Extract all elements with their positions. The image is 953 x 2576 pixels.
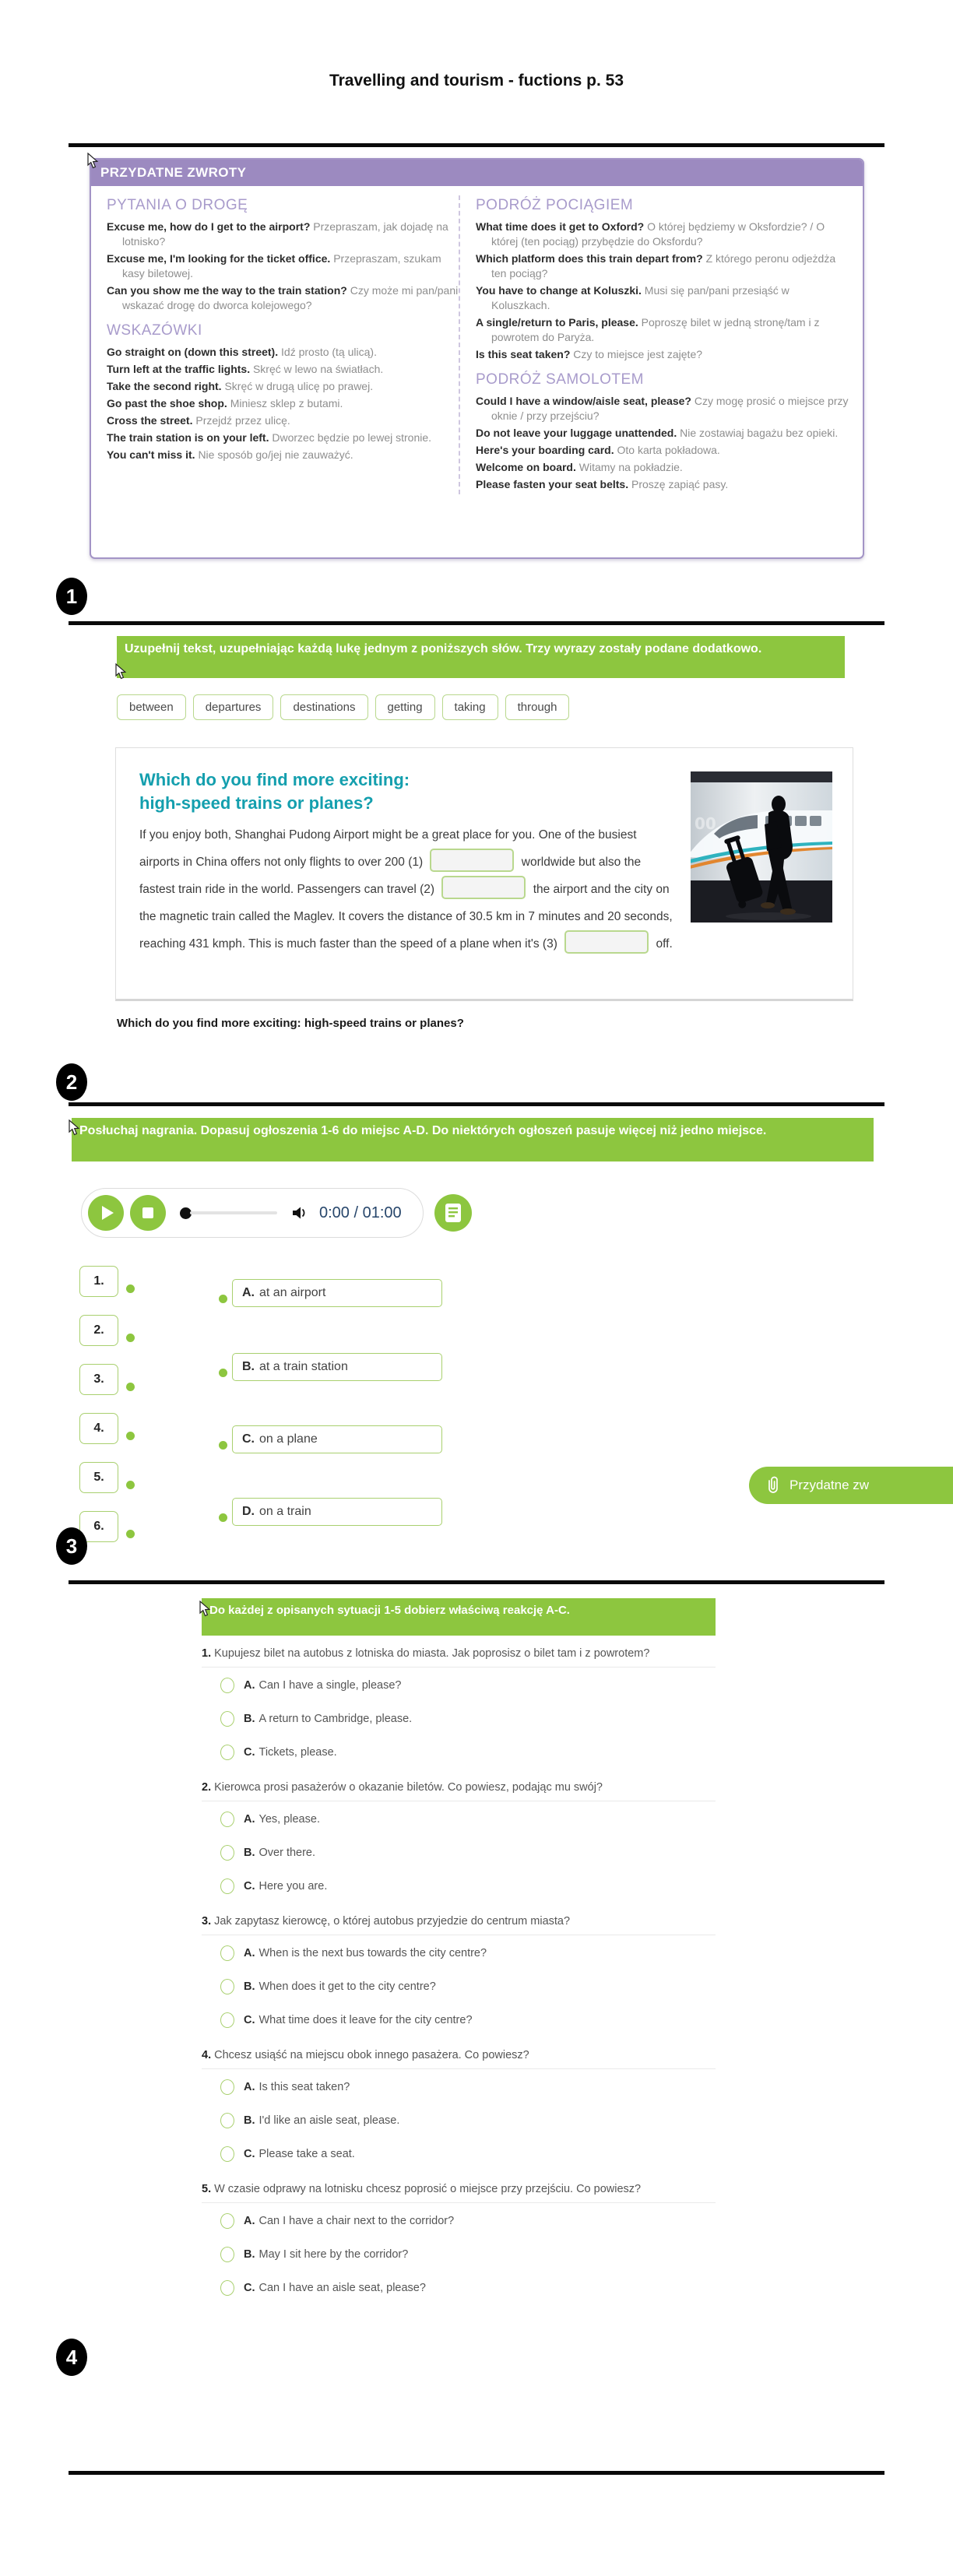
question-divider: [202, 2202, 716, 2203]
quiz: [202, 1635, 716, 2304]
mouse-cursor-icon: [199, 1601, 211, 1617]
option-dot-c[interactable]: [219, 1441, 227, 1450]
phrasebox-header: PRZYDATNE ZWROTY: [91, 160, 863, 186]
word-chip-through[interactable]: through: [505, 694, 570, 720]
answer-option[interactable]: A. When is the next bus towards the city centre?: [202, 1936, 716, 1970]
answer-option[interactable]: C. Tickets, please.: [202, 1735, 716, 1769]
match-dot-3[interactable]: [126, 1383, 135, 1391]
match-number-1[interactable]: 1.: [79, 1266, 118, 1297]
answer-option[interactable]: B. I'd like an aisle seat, please.: [202, 2103, 716, 2137]
question-text: 5. W czasie odprawy na lotnisku chcesz poprosić o miejsce przy przejściu. Co powiesz?: [202, 2183, 642, 2195]
answer-option[interactable]: A. Yes, please.: [202, 1802, 716, 1836]
document-icon: [445, 1203, 462, 1223]
gap-3-input[interactable]: [564, 930, 649, 954]
phrase: Cross the street. Przejdź przez ulicę.: [107, 414, 290, 427]
match-number-3[interactable]: 3.: [79, 1364, 118, 1395]
seek-track[interactable]: [190, 1211, 277, 1214]
maglev-photo: [691, 771, 832, 923]
phrase: Could I have a window/aisle seat, please? Czy mogę prosić o miejsce przy oknie / przy przejściu?: [476, 395, 849, 422]
exercise-2-instruction: Uzupełnij tekst, uzupełniając każdą lukę jednym z poniższych słów. Trzy wyrazy zostały podane dodatkowo.: [125, 642, 762, 655]
phrase: Excuse me, how do I get to the airport? Przepraszam, jak dojadę na lotnisko?: [107, 220, 448, 248]
radio-button[interactable]: [220, 2113, 234, 2128]
reading-box: [115, 747, 853, 1001]
phrase: Please fasten your seat belts. Proszę zapiąć pasy.: [476, 478, 729, 490]
match-number-4[interactable]: 4.: [79, 1413, 118, 1444]
time-display: 0:00 / 01:00: [319, 1204, 402, 1221]
radio-button[interactable]: [220, 2280, 234, 2296]
phrase: Is this seat taken? Czy to miejsce jest zajęte?: [476, 348, 703, 360]
radio-button[interactable]: [220, 1945, 234, 1961]
exercise-2-instruction-banner: [117, 636, 845, 678]
match-number-5[interactable]: 5.: [79, 1462, 118, 1493]
gap-1-input[interactable]: [430, 849, 514, 872]
match-dot-5[interactable]: [126, 1481, 135, 1489]
radio-button[interactable]: [220, 1678, 234, 1693]
attachment-label: Przydatne zw: [789, 1478, 870, 1492]
phrase: The train station is on your left. Dworzec będzie po lewej stronie.: [107, 431, 432, 444]
reading-text: If you enjoy both, Shanghai Pudong Airport might be a great place for you. One of the busiest airports in China offers not only flights to over 200 (1) worldwide but also the fastest train ride in the world. Passengers can travel (2) the airport and the city on the magnetic train called the Maglev. It covers the distance of 30.5 km in 7 minutes and 20 seconds, reaching 431 kmph. This is much faster than the speed of a plane when it's (3) off.: [139, 821, 834, 958]
radio-button[interactable]: [220, 1812, 234, 1827]
mouse-cursor-icon: [115, 663, 127, 680]
answer-option[interactable]: B. When does it get to the city centre?: [202, 1970, 716, 2003]
section-divider: [69, 621, 884, 625]
answer-option[interactable]: B. Over there.: [202, 1836, 716, 1869]
word-bank: [117, 694, 576, 720]
match-number-2[interactable]: 2.: [79, 1315, 118, 1346]
match-option-a[interactable]: A. at an airport: [232, 1279, 442, 1307]
discussion-question: Which do you find more exciting: high-speed trains or planes?: [117, 1017, 464, 1030]
question-text: 1. Kupujesz bilet na autobus z lotniska do miasta. Jak poprosisz o bilet tam i z powrotem?: [202, 1647, 650, 1660]
phrase: Turn left at the traffic lights. Skręć w lewo na światłach.: [107, 363, 384, 375]
match-option-b[interactable]: B. at a train station: [232, 1353, 442, 1381]
question-1: [202, 1646, 716, 1769]
question-2: [202, 1780, 716, 1903]
word-chip-departures[interactable]: departures: [193, 694, 274, 720]
exercise-1-badge: 1: [56, 578, 87, 615]
phrasebox-right-column: [459, 195, 849, 494]
mouse-cursor-icon: [69, 1119, 80, 1136]
stop-button[interactable]: [130, 1195, 166, 1231]
match-number-6[interactable]: 6.: [79, 1511, 118, 1542]
word-chip-between[interactable]: between: [117, 694, 186, 720]
question-text: 4. Chcesz usiąść na miejscu obok innego pasażera. Co powiesz?: [202, 2049, 529, 2061]
phrase: Do not leave your luggage unattended. Nie zostawiaj bagażu bez opieki.: [476, 427, 839, 439]
answer-option[interactable]: B. May I sit here by the corridor?: [202, 2237, 716, 2271]
exercise-4-instruction: Do każdej z opisanych sytuacji 1-5 dobierz właściwą reakcję A-C.: [209, 1604, 570, 1617]
option-dot-a[interactable]: [219, 1295, 227, 1303]
phrase: Go past the shoe shop. Miniesz sklep z butami.: [107, 397, 343, 409]
exercise-4-badge: 4: [56, 2339, 87, 2376]
gap-2-input[interactable]: [441, 876, 526, 899]
phrasebox-left-column: [107, 195, 459, 494]
answer-option[interactable]: C. Can I have an aisle seat, please?: [202, 2271, 716, 2304]
stop-icon: [142, 1207, 153, 1218]
audio-player: [81, 1188, 424, 1238]
phrase: You have to change at Koluszki. Musi się pan/pani przesiąść w Koluszkach.: [476, 284, 789, 311]
phrase: Can you show me the way to the train station? Czy może mi pan/pani wskazać drogę do dworca kolejowego?: [107, 284, 459, 311]
question-text: 3. Jak zapytasz kierowcę, o której autobus przyjedzie do centrum miasta?: [202, 1915, 571, 1928]
phrase: Here's your boarding card. Oto karta pokładowa.: [476, 444, 720, 456]
question-text: 2. Kierowca prosi pasażerów o okazanie biletów. Co powiesz, podając mu swój?: [202, 1781, 603, 1794]
phrase: You can't miss it. Nie sposób go/jej nie zauważyć.: [107, 448, 353, 461]
phrase: Excuse me, I'm looking for the ticket office. Przepraszam, szukam kasy biletowej.: [107, 252, 441, 279]
question-5: [202, 2181, 716, 2304]
paperclip-icon: [766, 1475, 780, 1495]
volume-icon[interactable]: [291, 1205, 308, 1221]
match-dot-6[interactable]: [126, 1530, 135, 1538]
option-dot-d[interactable]: [219, 1513, 227, 1522]
play-icon: [102, 1206, 114, 1220]
reading-title: Which do you find more exciting: high-speed trains or planes?: [139, 770, 410, 813]
attachment-button[interactable]: [749, 1467, 953, 1504]
phrase: Which platform does this train depart from? Z którego peronu odjeżdża ten pociąg?: [476, 252, 836, 279]
question-3: [202, 1914, 716, 2037]
radio-button[interactable]: [220, 1979, 234, 1994]
radio-button[interactable]: [220, 2146, 234, 2162]
section-divider: [69, 2471, 884, 2475]
phrase: Go straight on (down this street). Idź prosto (tą ulicą).: [107, 346, 377, 358]
page-title: Travelling and tourism - fuctions p. 53: [329, 72, 624, 90]
section-divider: [69, 1580, 884, 1584]
answer-option[interactable]: C. Please take a seat.: [202, 2137, 716, 2170]
word-chip-destinations[interactable]: destinations: [280, 694, 367, 720]
phrase: What time does it get to Oxford? O której będziemy w Oksfordzie? / O której (ten pociąg) przybędzie do Oksfordu?: [476, 220, 825, 248]
radio-button[interactable]: [220, 2012, 234, 2028]
phrasebox: [90, 158, 864, 559]
svg-text:00: 00: [695, 814, 716, 833]
answer-option[interactable]: A. Can I have a single, please?: [202, 1668, 716, 1702]
phrase: A single/return to Paris, please. Poproszę bilet w jedną stronę/tam i z powrotem do Paryża.: [476, 316, 820, 343]
exercise-3-badge: 3: [56, 1527, 87, 1565]
match-dot-1[interactable]: [126, 1284, 135, 1293]
exercise-3-instruction-banner: [72, 1118, 874, 1161]
phrase: Welcome on board. Witamy na pokładzie.: [476, 461, 683, 473]
radio-button[interactable]: [220, 1845, 234, 1861]
answer-option[interactable]: A. Can I have a chair next to the corridor?: [202, 2204, 716, 2237]
radio-button[interactable]: [220, 1711, 234, 1727]
answer-option[interactable]: C. What time does it leave for the city centre?: [202, 2003, 716, 2037]
radio-button[interactable]: [220, 2079, 234, 2095]
option-dot-b[interactable]: [219, 1369, 227, 1377]
radio-button[interactable]: [220, 1745, 234, 1760]
mouse-cursor-icon: [87, 153, 99, 169]
exercise-3-instruction: Posłuchaj nagrania. Dopasuj ogłoszenia 1-6 do miejsc A-D. Do niektórych ogłoszeń pasuje więcej niż jedno miejsce.: [79, 1124, 767, 1137]
answer-option[interactable]: B. A return to Cambridge, please.: [202, 1702, 716, 1735]
play-button[interactable]: [88, 1195, 124, 1231]
word-chip-getting[interactable]: getting: [375, 694, 435, 720]
answer-option[interactable]: A. Is this seat taken?: [202, 2070, 716, 2103]
phrase-section-heading: WSKAZÓWKI: [107, 322, 202, 339]
radio-button[interactable]: [220, 2213, 234, 2229]
transcript-button[interactable]: [434, 1194, 472, 1232]
question-4: [202, 2047, 716, 2170]
match-option-d[interactable]: D. on a train: [232, 1498, 442, 1526]
match-dot-2[interactable]: [126, 1334, 135, 1342]
phrase-section-heading: PODRÓŻ POCIĄGIEM: [476, 197, 634, 213]
match-option-c[interactable]: C. on a plane: [232, 1425, 442, 1453]
phrasebox-body: [91, 186, 863, 505]
question-divider: [202, 1667, 716, 1668]
radio-button[interactable]: [220, 2247, 234, 2262]
word-chip-taking[interactable]: taking: [442, 694, 498, 720]
exercise-2-badge: 2: [56, 1063, 87, 1101]
phrase-section-heading: PODRÓŻ SAMOLOTEM: [476, 371, 644, 388]
match-dot-4[interactable]: [126, 1432, 135, 1440]
question-divider: [202, 2068, 716, 2069]
phrase: Take the second right. Skręć w drugą ulicę po prawej.: [107, 380, 374, 392]
exercise-4-instruction-banner: [202, 1598, 716, 1636]
section-divider: [69, 143, 884, 147]
answer-option[interactable]: C. Here you are.: [202, 1869, 716, 1903]
section-divider: [69, 1102, 884, 1106]
radio-button[interactable]: [220, 1878, 234, 1894]
phrase-section-heading: PYTANIA O DROGĘ: [107, 197, 248, 213]
